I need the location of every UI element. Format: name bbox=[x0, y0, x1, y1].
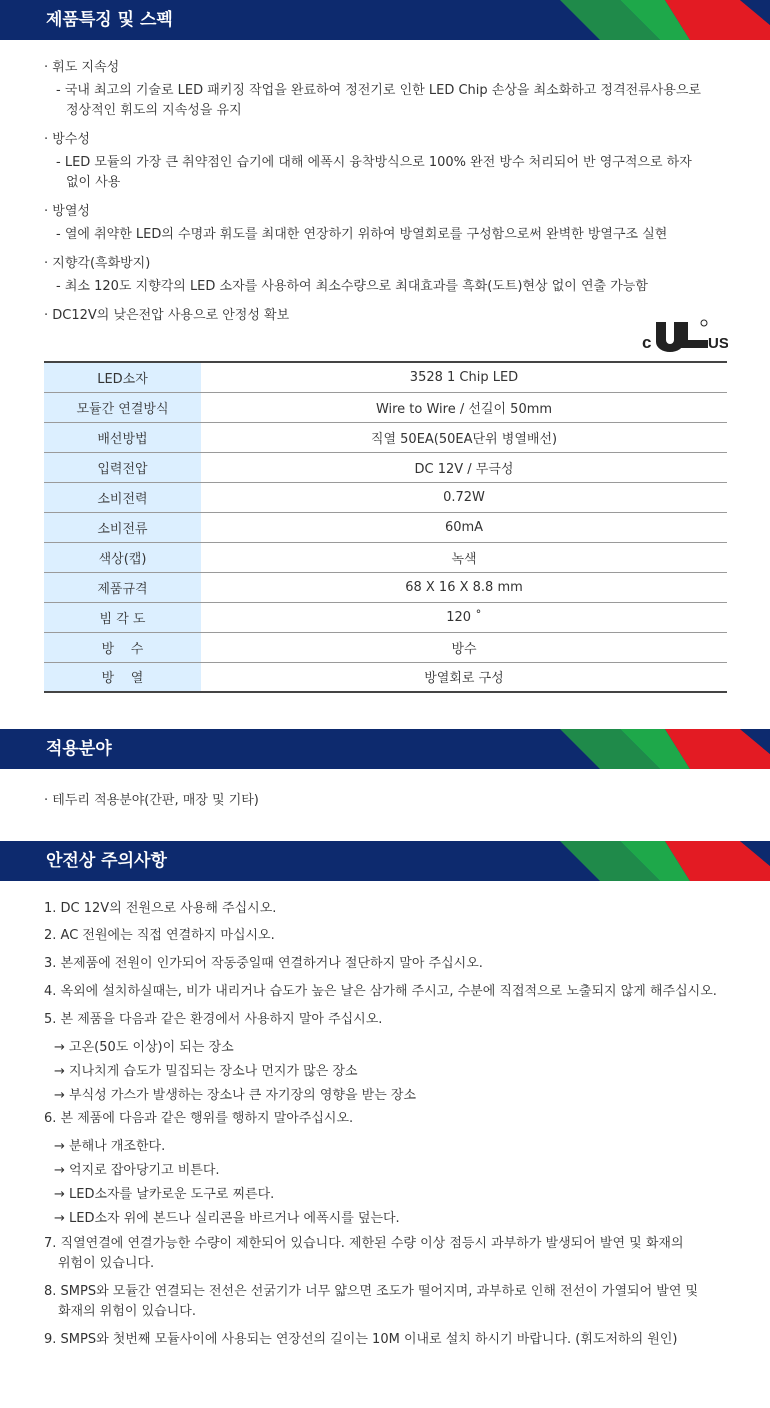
safety-subitem: → 지나치게 습도가 밀집되는 장소나 먼지가 많은 장소 bbox=[54, 1064, 358, 1079]
feature-title: · 지향각(흑화방지) bbox=[44, 256, 151, 271]
safety-subitem: → LED소자 위에 본드나 실리콘을 바르거나 에폭시를 덮는다. bbox=[54, 1211, 400, 1226]
apply-text: · 테두리 적용분야(간판, 매장 및 기타) bbox=[44, 793, 259, 808]
spec-row bbox=[44, 512, 727, 542]
spec-value: 3528 1 Chip LED bbox=[201, 362, 727, 392]
spec-row bbox=[44, 662, 727, 692]
spec-value: 68 X 16 X 8.8 mm bbox=[201, 572, 727, 602]
spec-value: 60mA bbox=[201, 512, 727, 542]
spec-label: 모듈간 연결방식 bbox=[44, 392, 201, 422]
feature-desc: - LED 모듈의 가장 큰 취약점인 습기에 대해 에폭시 융착방식으로 100% 완전 방수 처리되어 반 영구적으로 하자 없이 사용 bbox=[56, 155, 692, 190]
feature-title: · 방수성 bbox=[44, 132, 90, 147]
cert-left-text: c bbox=[642, 333, 652, 352]
header-decoration-icon bbox=[560, 0, 770, 40]
spec-value: 0.72W bbox=[201, 482, 727, 512]
safety-item-cont: 화재의 위험이 있습니다. bbox=[58, 1304, 196, 1319]
safety-item: 5. 본 제품을 다음과 같은 환경에서 사용하지 말아 주십시오. bbox=[44, 1012, 383, 1027]
spec-label: 방 수 bbox=[44, 632, 201, 662]
cert-right-text: US bbox=[708, 335, 728, 352]
spec-label: 배선방법 bbox=[44, 422, 201, 452]
spec-row bbox=[44, 422, 727, 452]
spec-label: 제품규격 bbox=[44, 572, 201, 602]
spec-row bbox=[44, 362, 727, 392]
spec-row bbox=[44, 602, 727, 632]
feature-waterproof bbox=[44, 130, 734, 193]
spec-label: 색상(캡) bbox=[44, 542, 201, 572]
feature-desc: - 국내 최고의 기술로 LED 패키징 작업을 완료하여 정전기로 인한 LED Chip 손상을 최소화하고 정격전류사용으로 정상적인 휘도의 지속성을 유지 bbox=[56, 83, 701, 118]
feature-title: · DC12V의 낮은전압 사용으로 안정성 확보 bbox=[44, 308, 290, 323]
spec-value: Wire to Wire / 선길이 50mm bbox=[201, 392, 727, 422]
safety-item: 8. SMPS와 모듈간 연결되는 전선은 선굵기가 너무 얇으면 조도가 떨어지며, 과부하로 인해 전선이 가열되어 발연 및 bbox=[44, 1284, 699, 1299]
spec-label: 소비전력 bbox=[44, 482, 201, 512]
spec-label: LED소자 bbox=[44, 362, 201, 392]
safety-item: 3. 본제품에 전원이 인가되어 작동중일때 연결하거나 절단하지 말아 주십시오. bbox=[44, 956, 483, 971]
spec-label: 소비전류 bbox=[44, 512, 201, 542]
safety-item: 4. 옥외에 설치하실때는, 비가 내리거나 습도가 높은 날은 삼가해 주시고, 수분에 직접적으로 노출되지 않게 해주십시오. bbox=[44, 984, 717, 999]
safety-item: 9. SMPS와 첫번째 모듈사이에 사용되는 연장선의 길이는 10M 이내로 설치 하시기 바랍니다. (휘도저하의 원인) bbox=[44, 1332, 678, 1347]
feature-desc: - 열에 취약한 LED의 수명과 휘도를 최대한 연장하기 위하여 방열회로를 구성함으로써 완벽한 방열구조 실현 bbox=[56, 227, 668, 242]
feature-heat bbox=[44, 202, 734, 245]
spec-row bbox=[44, 572, 727, 602]
spec-value: 120 ˚ bbox=[201, 602, 727, 632]
spec-value: 방열회로 구성 bbox=[201, 662, 727, 692]
safety-subitem: → 억지로 잡아당기고 비튼다. bbox=[54, 1163, 220, 1178]
spec-table bbox=[44, 361, 727, 693]
spec-value: 녹색 bbox=[201, 542, 727, 572]
safety-subitem: → LED소자를 날카로운 도구로 찌른다. bbox=[54, 1187, 275, 1202]
feature-title: · 휘도 지속성 bbox=[44, 60, 120, 75]
spec-value: 방수 bbox=[201, 632, 727, 662]
header-decoration-icon bbox=[560, 841, 770, 881]
safety-item: 1. DC 12V의 전원으로 사용해 주십시오. bbox=[44, 901, 277, 916]
feature-desc: - 최소 120도 지향각의 LED 소자를 사용하여 최소수량으로 최대효과를 흑화(도트)현상 없이 연출 가능함 bbox=[56, 279, 648, 294]
feature-voltage bbox=[44, 306, 734, 326]
spec-row bbox=[44, 392, 727, 422]
safety-header bbox=[0, 841, 770, 881]
spec-value: 직열 50EA(50EA단위 병열배선) bbox=[201, 422, 727, 452]
spec-value: DC 12V / 무극성 bbox=[201, 452, 727, 482]
safety-item: 2. AC 전원에는 직접 연결하지 마십시오. bbox=[44, 928, 275, 943]
spec-label: 방 열 bbox=[44, 662, 201, 692]
safety-item: 7. 직열연결에 연결가능한 수량이 제한되어 있습니다. 제한된 수량 이상 점등시 과부하가 발생되어 발연 및 화재의 bbox=[44, 1236, 684, 1251]
feature-brightness bbox=[44, 58, 734, 121]
apply-title: 적용분야 bbox=[46, 739, 112, 759]
spec-label: 빔 각 도 bbox=[44, 602, 201, 632]
features-header bbox=[0, 0, 770, 40]
safety-item-cont: 위험이 있습니다. bbox=[58, 1256, 155, 1271]
ul-cert-icon bbox=[642, 318, 728, 352]
feature-title: · 방열성 bbox=[44, 204, 90, 219]
spec-row bbox=[44, 632, 727, 662]
feature-angle bbox=[44, 254, 734, 297]
spec-label: 입력전압 bbox=[44, 452, 201, 482]
safety-subitem: → 고온(50도 이상)이 되는 장소 bbox=[54, 1040, 234, 1055]
safety-item: 6. 본 제품에 다음과 같은 행위를 행하지 말아주십시오. bbox=[44, 1111, 354, 1126]
apply-header bbox=[0, 729, 770, 769]
safety-title: 안전상 주의사항 bbox=[46, 851, 167, 871]
spec-row bbox=[44, 452, 727, 482]
header-decoration-icon bbox=[560, 729, 770, 769]
features-title: 제품특징 및 스펙 bbox=[46, 10, 173, 30]
safety-subitem: → 분해나 개조한다. bbox=[54, 1139, 166, 1154]
spec-row bbox=[44, 482, 727, 512]
spec-row bbox=[44, 542, 727, 572]
safety-subitem: → 부식성 가스가 발생하는 장소나 큰 자기장의 영향을 받는 장소 bbox=[54, 1088, 417, 1103]
